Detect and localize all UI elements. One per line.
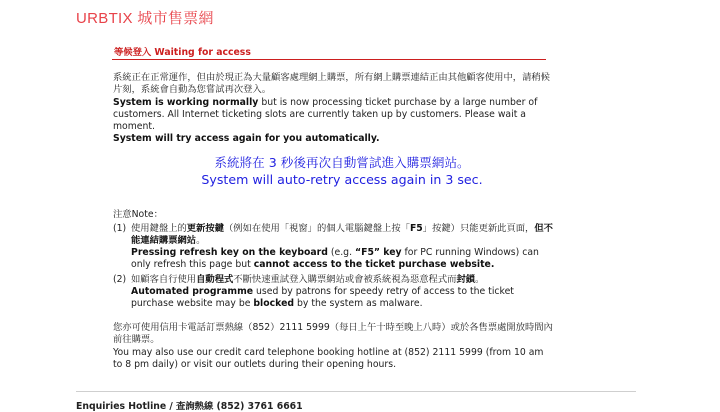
note-heading: 注意Note： <box>113 209 163 220</box>
intro-text: but is now processing ticket purchase by a large number of customers. All Internet ticketing slots are currently taken up by customers. Please wait a moment. <box>113 97 538 132</box>
brand-logo-text: URBTIX 城市售票網 <box>76 10 214 27</box>
note-bold-part: Automated programme <box>131 285 254 297</box>
note-text <box>131 274 556 310</box>
note-text-part: (e.g. <box>327 246 355 258</box>
note-number: (1) <box>113 223 127 234</box>
note-bold-part: F5 <box>409 223 423 234</box>
note-text-part: used by patrons for speedy retry of access to the ticket purchase website may be <box>131 285 514 309</box>
note-text-part: by the system as malware. <box>294 297 423 309</box>
note-number: (2) <box>113 274 127 285</box>
note-text-part: （例如在使用「視窗」的個人電腦鍵盤上按「 <box>224 223 410 234</box>
note-bold-part: blocked <box>253 297 295 309</box>
title-divider <box>112 59 546 60</box>
retry-message-english: System will auto-retry access again in 3 sec. <box>201 172 483 187</box>
page-title: 等候登入 Waiting for access <box>114 47 251 58</box>
intro-chinese: 系統正在正常運作，但由於現正為大量顧客處理網上購票，所有網上購票連結正由其他顧客使用中，請稍候片刻，系統會自動為您嘗試再次登入。 <box>113 72 550 95</box>
intro-english <box>113 97 553 145</box>
intro-bold-normal: System is working normally <box>113 97 259 108</box>
note-bold-part: 自動程式 <box>196 274 234 285</box>
note-text-part: 如顧客自行使用 <box>131 274 197 285</box>
note-bold-part: 但不能連結購票網站 <box>131 223 553 246</box>
note-bold-part: 封鎖 <box>456 274 476 285</box>
alternative-chinese: 您亦可使用信用卡電話訂票熱線（852）2111 5999（每日上午十時至晚上八時）或於各售票處開放時間內前往購票。 <box>113 322 553 345</box>
note-text-part: 」按鍵）只能更新此頁面， <box>422 223 535 234</box>
note-text-part: 。 <box>196 234 206 246</box>
note-bold-part: 更新按鍵 <box>186 223 224 234</box>
footer-divider <box>76 391 636 392</box>
intro-bold-retry: System will try access again for you automatically. <box>113 132 380 144</box>
retry-message-chinese: 系統將在 3 秒後再次自動嘗試進入購票網站。 <box>214 155 470 170</box>
note-text-part: 不斷快速重試登入購票網站或會被系統視為惡意程式而 <box>233 274 457 285</box>
footer-hotline: Enquiries Hotline / 查詢熱線 (852) 3761 6661 <box>76 401 303 412</box>
note-text-part: for PC running Windows) can only refresh this page but <box>131 246 539 270</box>
note-bold-part: Pressing refresh key on the keyboard <box>131 246 328 258</box>
note-text <box>131 223 556 271</box>
note-text-part: 使用鍵盤上的 <box>131 223 187 234</box>
note-bold-part: cannot access to the ticket purchase website. <box>253 258 495 270</box>
alternative-english: You may also use our credit card telephone booking hotline at (852) 2111 5999 (from 10 am to 8 pm daily) or visit our outlets during their opening hours. <box>113 347 544 370</box>
note-bold-part: “F5” key <box>355 246 402 258</box>
note-text-part: 。 <box>475 274 485 285</box>
